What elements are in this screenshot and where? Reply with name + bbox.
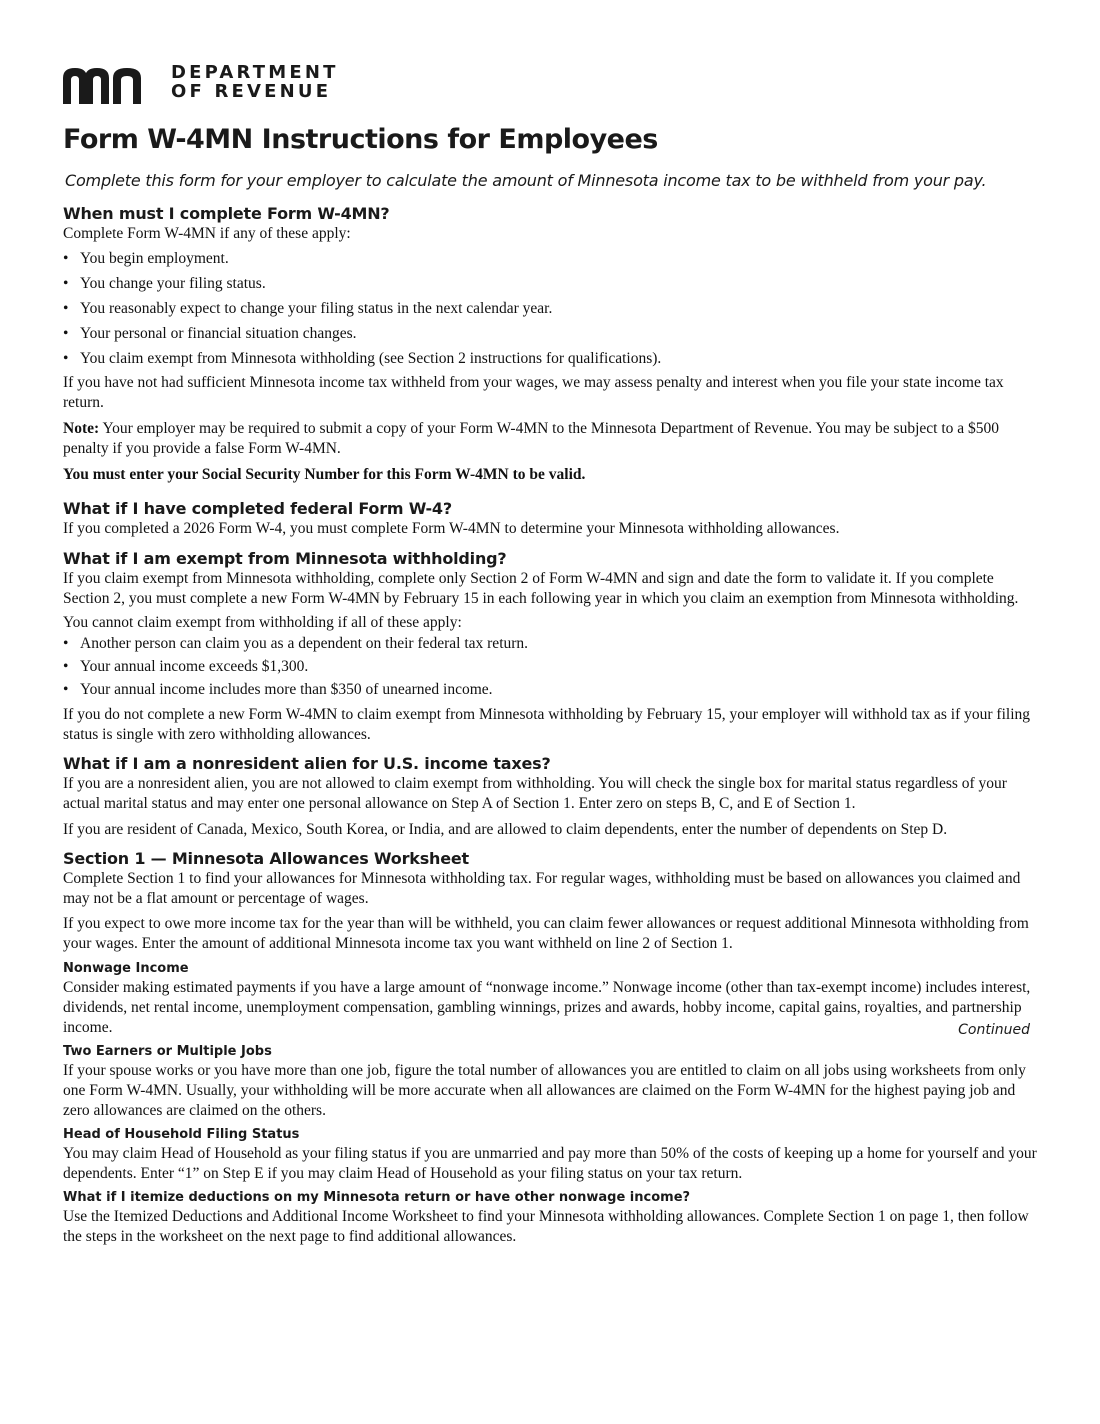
page-subtitle: Complete this form for your employer to calculate the amount of Minnesota income tax to be withheld from your pay. (65, 171, 987, 190)
paragraph: If you completed a 2026 Form W-4, you must complete Form W-4MN to determine your Minnesota withholding allowances. (63, 520, 840, 537)
section-heading: What if I am a nonresident alien for U.S. income taxes? (63, 754, 551, 773)
paragraph: Consider making estimated payments if you have a large amount of “nonwage income.” Nonwage income (other than tax-exempt income) includes interest, dividends, net rental income, unemployment compensation, gambling winnings, prizes and awards, hobby income, capital gains, royalties, and partnership income. (63, 979, 1031, 1036)
note-label: Note: (63, 420, 100, 437)
note-paragraph (63, 419, 1038, 459)
paragraph: If you are a nonresident alien, you are not allowed to claim exempt from withholding. You will check the single box for marital status regardless of your actual marital status and may enter one personal allowance on Step A of Section 1. Enter zero on steps B, C, and E of Section 1. (63, 775, 1007, 812)
list-item: • You reasonably expect to change your filing status in the next calendar year. (63, 299, 1038, 319)
mn-revenue-logo (63, 62, 1038, 106)
section-allowances-worksheet (63, 849, 1038, 1247)
subsection-heading: Nonwage Income (63, 961, 189, 976)
note-text: Your employer may be required to submit a copy of your Form W-4MN to the Minnesota Department of Revenue. You may be subject to a $500 penalty if you provide a false Form W-4MN. (63, 420, 1000, 457)
paragraph: Use the Itemized Deductions and Additional Income Worksheet to find your Minnesota withholding allowances. Complete Section 1 on page 1, then follow the steps in the worksheet on the next page to find additional allowances. (63, 1208, 1029, 1245)
paragraph: If you do not complete a new Form W-4MN to claim exempt from Minnesota withholding by February 15, your employer will withhold tax as if your filing status is single with zero withholding allowances. (63, 706, 1031, 743)
mn-logo-icon (63, 62, 157, 104)
list-item: • Your annual income exceeds $1,300. (63, 657, 1038, 677)
subsection-heading: What if I itemize deductions on my Minnesota return or have other nonwage income? (63, 1190, 691, 1205)
paragraph: If you expect to owe more income tax for the year than will be withheld, you can claim fewer allowances or request additional Minnesota withholding from your wages. Enter the amount of additional Minnesota income tax you want withheld on line 2 of Section 1. (63, 915, 1029, 952)
paragraph: If you claim exempt from Minnesota withholding, complete only Section 2 of Form W-4MN and sign and date the form to validate it. If you complete Section 2, you must complete a new Form W-4MN by February 15 in each following year in which you claim an exemption from Minnesota withholding. (63, 570, 1019, 607)
list-item: • You begin employment. (63, 249, 1038, 269)
paragraph: Complete Section 1 to find your allowances for Minnesota withholding tax. For regular wages, withholding must be based on allowances you claimed and may not be a flat amount or percentage of wages. (63, 870, 1021, 907)
subsection-heading: Head of Household Filing Status (63, 1127, 300, 1142)
list-item: • Another person can claim you as a dependent on their federal tax return. (63, 634, 1038, 654)
paragraph: If your spouse works or you have more than one job, figure the total number of allowances you are entitled to claim on all jobs using worksheets from only one Form W-4MN. Usually, your withholding will be more accurate when all allowances are claimed on the Form W-4MN for the highest paying job and zero allowances are claimed on the others. (63, 1062, 1026, 1119)
bullet-list (63, 249, 1038, 369)
list-item: • Your annual income includes more than $350 of unearned income. (63, 680, 1038, 700)
section-exempt (63, 549, 1038, 745)
list-item: • You claim exempt from Minnesota withholding (see Section 2 instructions for qualifications). (63, 349, 1038, 369)
paragraph: If you have not had sufficient Minnesota income tax withheld from your wages, we may assess penalty and interest when you file your state income tax return. (63, 374, 1004, 411)
paragraph: You cannot claim exempt from withholding if all of these apply: (63, 614, 462, 631)
paragraph: You may claim Head of Household as your filing status if you are unmarried and pay more than 50% of the costs of keeping up a home for yourself and your dependents. Enter “1” on Step E if you may claim Head of Household as your filing status on your tax return. (63, 1145, 1037, 1182)
section-heading: When must I complete Form W-4MN? (63, 204, 390, 223)
subsection-heading: Two Earners or Multiple Jobs (63, 1044, 272, 1059)
document-page (63, 62, 1038, 1247)
ssn-requirement: You must enter your Social Security Number for this Form W-4MN to be valid. (63, 466, 586, 483)
list-item: • You change your filing status. (63, 274, 1038, 294)
continued-label: Continued (958, 1022, 1030, 1038)
page-title: Form W-4MN Instructions for Employees (63, 124, 658, 155)
section-when-complete (63, 204, 1038, 485)
section-nonresident-alien (63, 754, 1038, 840)
list-item: • Your personal or financial situation changes. (63, 324, 1038, 344)
section-heading: Section 1 — Minnesota Allowances Worksheet (63, 849, 469, 868)
logo-line-department: DEPARTMENT (171, 62, 339, 83)
logo-line-revenue: OF REVENUE (171, 81, 332, 102)
section-heading: What if I have completed federal Form W-4? (63, 499, 452, 518)
section-federal-w4 (63, 499, 1038, 539)
bullet-list (63, 634, 1038, 700)
section-intro: Complete Form W-4MN if any of these apply: (63, 225, 351, 242)
paragraph: If you are resident of Canada, Mexico, South Korea, or India, and are allowed to claim dependents, enter the number of dependents on Step D. (63, 821, 948, 838)
section-heading: What if I am exempt from Minnesota withholding? (63, 549, 507, 568)
